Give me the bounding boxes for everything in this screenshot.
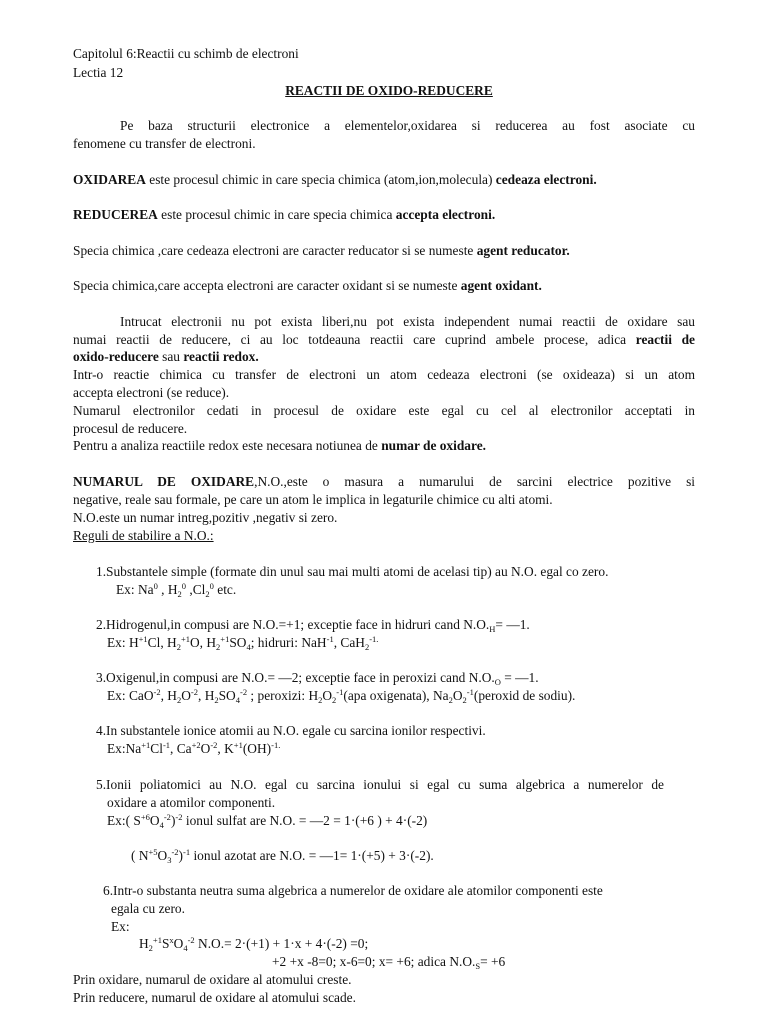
redox-p1-line-3: oxido-reducere sau reactii redox. <box>73 349 259 364</box>
redox-p3-line-1: Numarul electronilor cedati in procesul de oxidare este egal cu cel al electronilor acceptati in <box>73 403 695 418</box>
reduction-definition: REDUCEREA este procesul chimic in care specia chimica accepta electroni. <box>73 207 496 222</box>
rule-3-example: Ex: CaO$^{-2}$, $H_2O^{-2}$, $H_2SO_4^{-2}$ ; peroxizi: $H_2O_2^{-1}(apa$ oxigenata), $Na_2O_2^{-1}(peroxid$ de sodiu). <box>107 687 576 705</box>
rule-6-example-label: Ex: <box>111 919 130 934</box>
rule-5-line-1: 5.Ionii poliatomici au N.O. egal cu sarcina ionului si egal cu suma algebrica a numerelor de <box>96 777 664 792</box>
conclusion-reduction: Prin reducere, numarul de oxidare al atomului scade. <box>73 990 356 1005</box>
rule-3: 3.Oxigenul,in compusi are N.O.= —2; exceptie face in peroxizi cand $N.O._O$ = —1. <box>96 670 539 687</box>
chapter-line: Capitolul 6:Reactii cu schimb de electroni <box>73 46 299 61</box>
oxidation-number-line-2: negative, reale sau formale, pe care un atom le implica in legaturile chimice cu alti atomi. <box>73 492 553 507</box>
rule-1: 1.Substantele simple (formate din unul sau mai multi atomi de acelasi tip) au N.O. egal co zero. <box>96 564 609 579</box>
rule-4-example: $Ex:Na^{+1}Cl^{-1}$, $Ca^{+2}O^{-2}$, $K^{+1}(OH)^{-1.}$ <box>107 740 281 756</box>
oxidation-definition: OXIDAREA este procesul chimic in care specia chimica (atom,ion,molecula) cedeaza electroni. <box>73 172 597 187</box>
redox-p1-line-1: Intrucat electronii nu pot exista liberi,nu pot exista independent numai reactii de oxidare sau <box>120 314 695 329</box>
rule-6-equation-2: +2 +x -8=0; x-6=0; x= +6; adica $N.O._S= +6$ <box>272 954 506 971</box>
rule-2-example: Ex: $H^{+1}Cl$, $H_2^{+1}O$, $H_2^{+1}SO_4$; hidruri: NaH$^{-1}$, CaH$_2^{-1.}$ <box>107 634 379 652</box>
rule-2: 2.Hidrogenul,in compusi are N.O.=+1; exceptie face in hidruri cand $N.O._H=$ —1. <box>96 617 530 634</box>
rule-5-example-1: Ex:( $S^{+6}O_4^{-2})^{-2}$ ionul sulfat are N.O. = —2 = 1·(+6 ) + 4·(-2) <box>107 812 428 830</box>
rule-6-equation-1: $H_2^{+1}S^xO_4^{-2}$ N.O.= 2·(+1) + 1·x + 4·(-2) =0; <box>139 935 369 953</box>
document-title: REACTII DE OXIDO-REDUCERE <box>285 83 493 98</box>
lesson-line: Lectia 12 <box>73 65 124 80</box>
oxidant-definition: Specia chimica,care accepta electroni are caracter oxidant si se numeste agent oxidant. <box>73 278 542 293</box>
rule-5-example-2: ( $N^{+5}O_3^{-2})^{-1}$ ionul azotat are N.O. = —1= 1·(+5) + 3·(-2). <box>131 847 434 865</box>
redox-p1-line-2: numai reactii de reducere, ci au loc totdeauna reactii care cuprind ambele procese, adica reactii de <box>73 332 696 347</box>
oxidation-number-line-3: N.O.este un numar intreg,pozitiv ,negativ si zero. <box>73 510 338 525</box>
oxidation-number-line-1: NUMARUL DE OXIDARE,N.O.,este o masura a numarului de sarcini electrice pozitive si <box>73 474 696 489</box>
reducer-definition: Specia chimica ,care cedeaza electroni are caracter reducator si se numeste agent reducator. <box>73 243 570 258</box>
intro-line-2: fenomene cu transfer de electroni. <box>73 136 256 151</box>
oxidation-term: OXIDAREA <box>73 172 146 187</box>
conclusion-oxidation: Prin oxidare, numarul de oxidare al atomului creste. <box>73 972 352 987</box>
rule-6-line-1: 6.Intr-o substanta neutra suma algebrica a numerelor de oxidare ale atomilor componenti este <box>103 883 603 898</box>
redox-p3-line-2: procesul de reducere. <box>73 421 188 436</box>
rules-heading: Reguli de stabilire a N.O.: <box>73 528 214 543</box>
redox-p2-line-2: accepta electroni (se reduce). <box>73 385 230 400</box>
redox-p2-line-1: Intr-o reactie chimica cu transfer de electroni un atom cedeaza electroni (se oxideaza) si un atom <box>73 367 695 382</box>
redox-p4: Pentru a analiza reactiile redox este necesara notiunea de numar de oxidare. <box>73 438 486 453</box>
oxidation-number-term: NUMARUL DE OXIDARE <box>73 474 255 489</box>
rule-6-line-2: egala cu zero. <box>111 901 185 916</box>
intro-line-1: Pe baza structurii electronice a elementelor,oxidarea si reducerea au fost asociate cu <box>120 118 695 133</box>
reduction-term: REDUCEREA <box>73 207 158 222</box>
rule-5-line-2: oxidare a atomilor componenti. <box>107 795 276 810</box>
rule-4: 4.In substantele ionice atomii au N.O. egale cu sarcina ionilor respectivi. <box>96 723 486 738</box>
rule-1-example: Ex: Na$^0$ , $H_2^0$ $,Cl_2^0$ etc. <box>116 581 237 599</box>
